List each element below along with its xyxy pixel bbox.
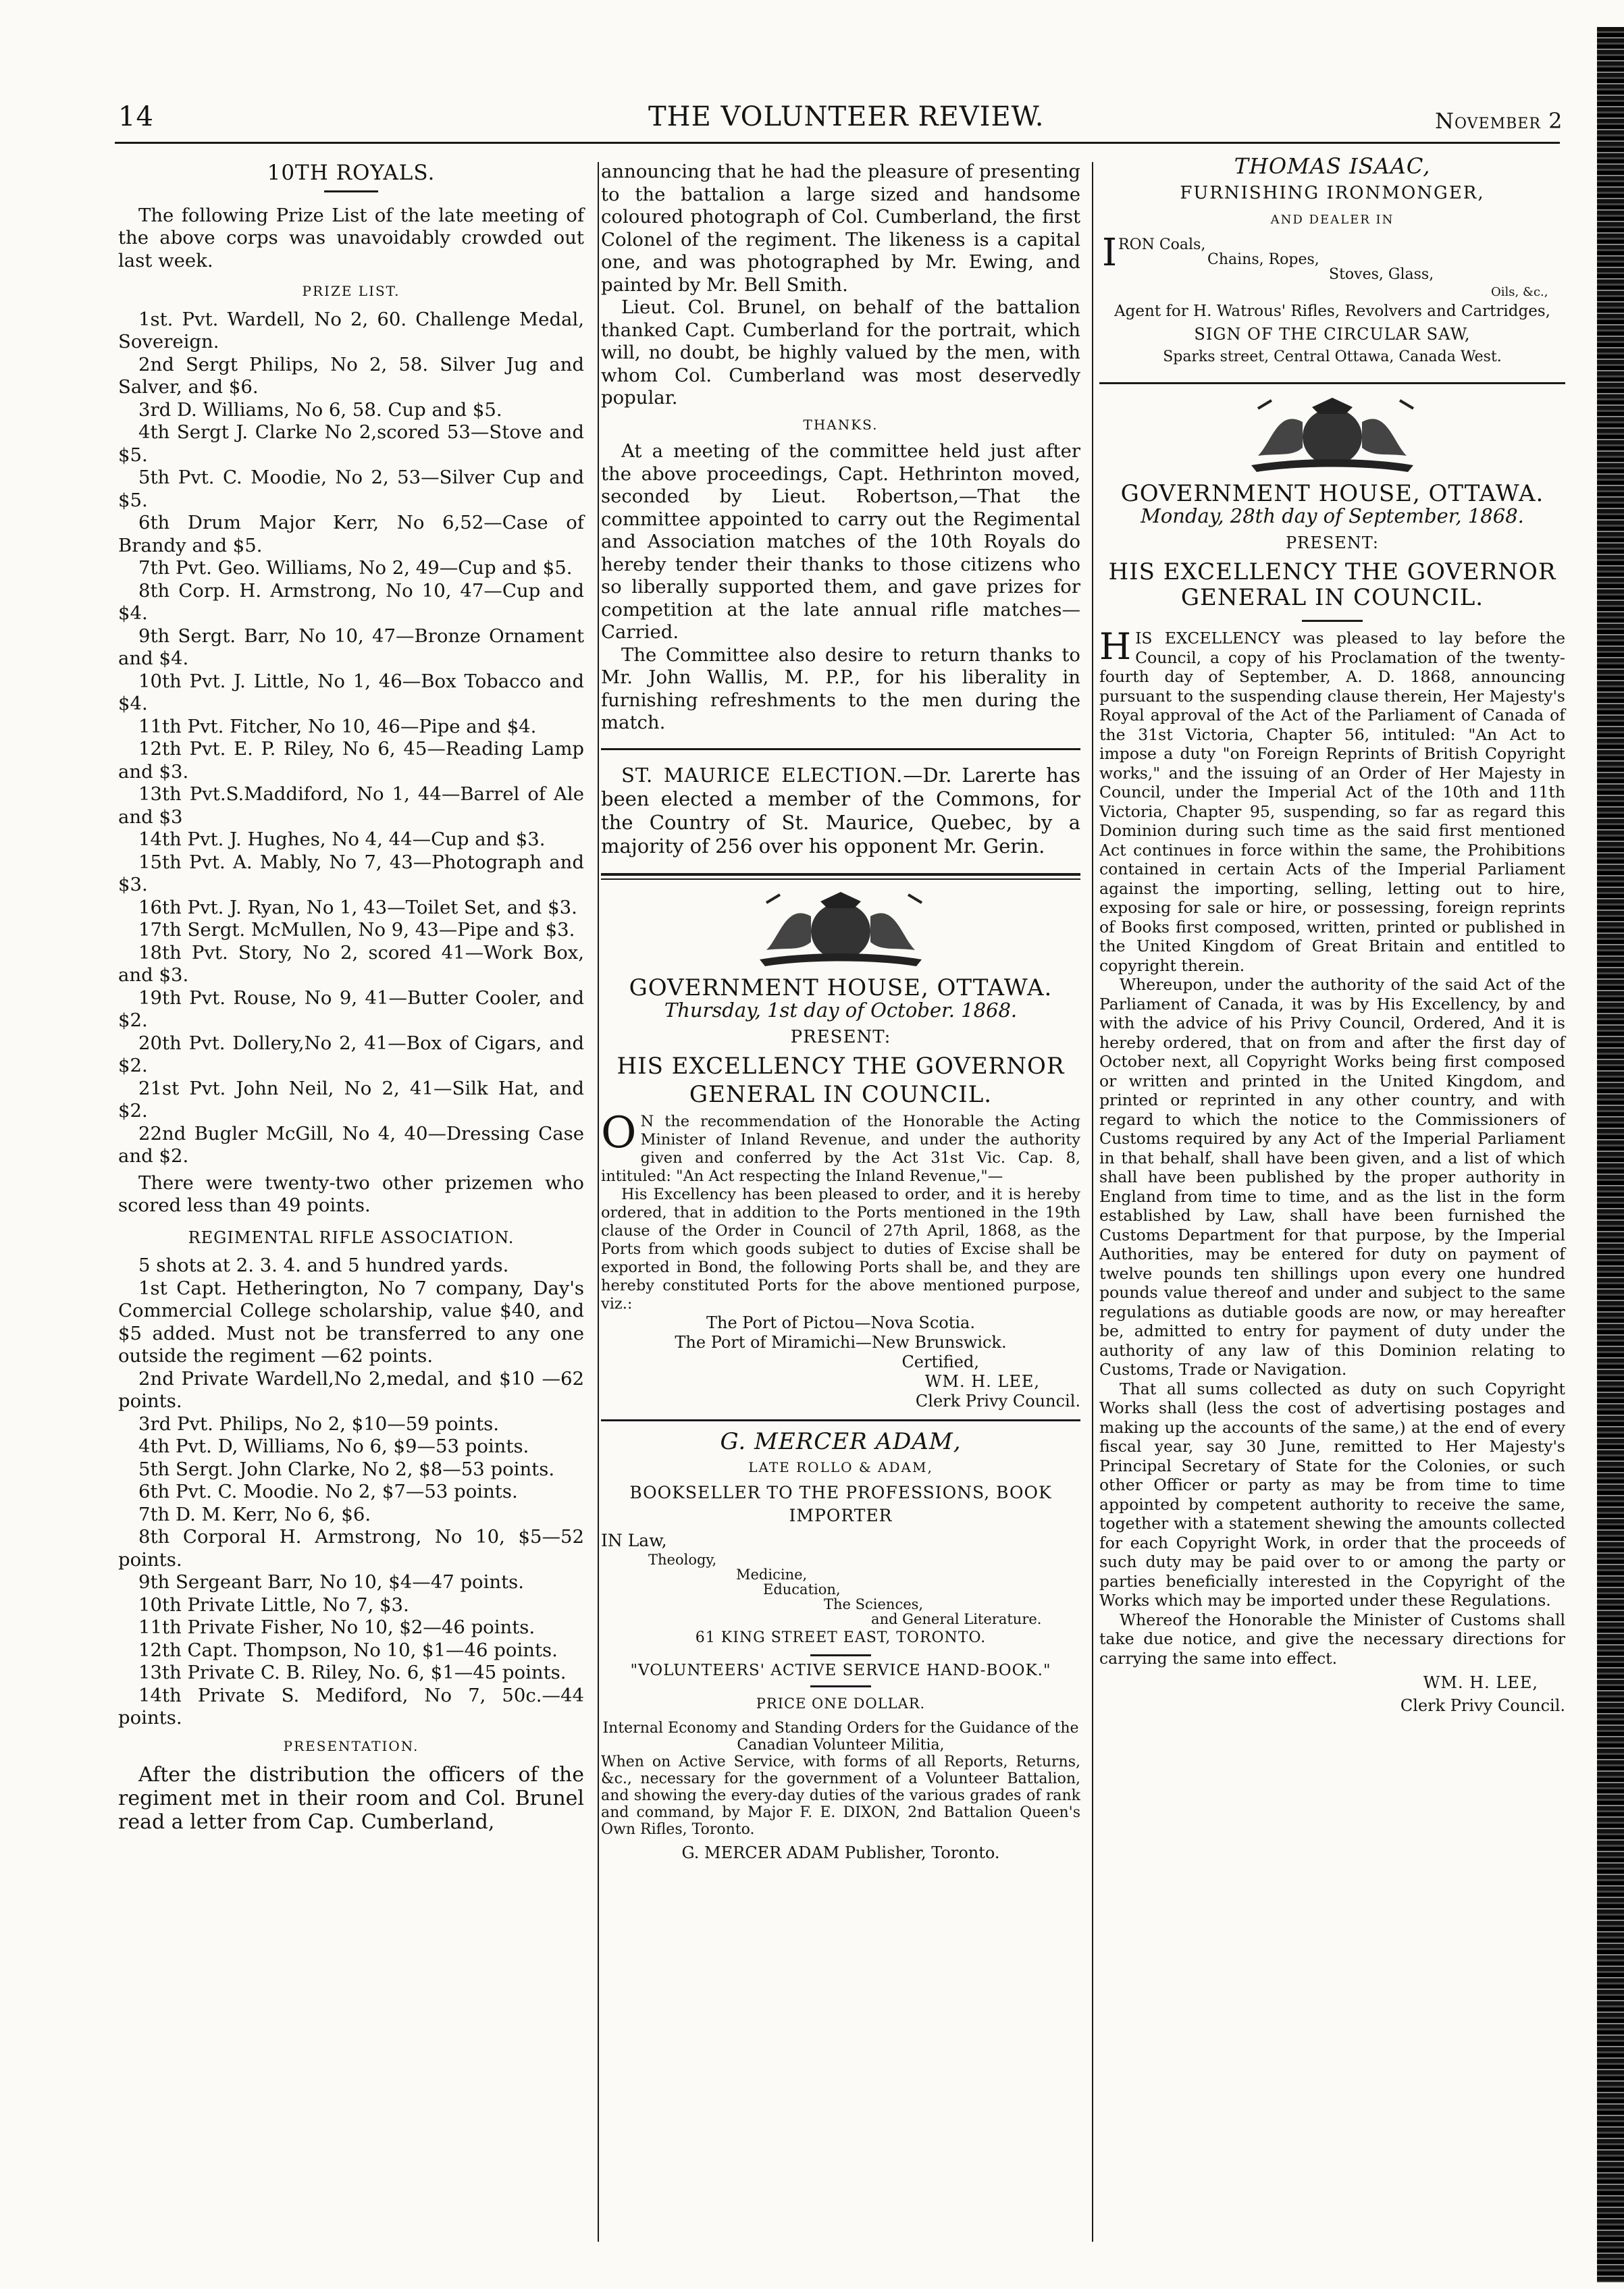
list-item: Theology, [648, 1551, 717, 1568]
list-item: 2nd Sergt Philips, No 2, 58. Silver Jug and Salver, and $6. [118, 353, 584, 398]
adam-subtitle: LATE ROLLO & ADAM, [748, 1458, 933, 1475]
present-label: PRESENT: [790, 1026, 891, 1047]
header-rule [115, 142, 1560, 144]
gov-house-title: GOVERNMENT HOUSE, OTTAWA. [629, 974, 1053, 1001]
order-paragraph: His Excellency has been pleased to order, and it is hereby ordered, that in addition to the Ports mentioned in the 19th clause of the Order in Council of 27th April, 1868, as the Ports from which goods subject to duties of Excise shall be exported in Bond, the following Ports shall be, and they are hereby constituted Ports for the above mentioned purpose, viz.: [601, 1186, 1080, 1313]
drop-cap: O [601, 1108, 637, 1158]
isaac-dealer: AND DEALER IN [1270, 213, 1394, 227]
list-item: 14th Private S. Mediford, No 7, 50c.—44 points. [118, 1684, 584, 1729]
list-item: Oils, &c., [1491, 284, 1548, 299]
council-heading-line1: HIS EXCELLENCY THE GOVERNOR [617, 1053, 1065, 1080]
certified-label: Certified, [901, 1352, 979, 1371]
page-number: 14 [118, 101, 154, 132]
election-paragraph [601, 764, 1080, 858]
list-item: 9th Sergeant Barr, No 10, $4—47 points. [138, 1571, 525, 1593]
list-item: Chains, Ropes, [1207, 251, 1319, 268]
column-3 [1099, 155, 1565, 1717]
prize-list [118, 309, 584, 1168]
divider [810, 1685, 871, 1687]
divider [601, 1419, 1080, 1421]
gov-house-date: Thursday, 1st day of October. 1868. [664, 999, 1018, 1022]
presentation-heading: PRESENTATION. [283, 1737, 419, 1754]
isaac-goods [1099, 232, 1565, 302]
isaac-address: Sparks street, Central Ottawa, Canada West. [1163, 348, 1502, 365]
council-heading-line1: HIS EXCELLENCY THE GOVERNOR [1108, 558, 1556, 585]
presentation-continued: announcing that he had the pleasure of presenting to the battalion a large sized and handsome coloured photograph of Col. Cumberland, the first Colonel of the regiment. The likeness is a capital one, and was photographed by Mr. Ewing, and painted by Mr. Bell Smith. [601, 161, 1080, 296]
list-item: Education, [763, 1581, 841, 1598]
brunel-paragraph: Lieut. Col. Brunel, on behalf of the battalion thanked Capt. Cumberland for the portrait, which will, no doubt, be highly valued by the men, with whom Col. Cumberland was most deservedly popular. [601, 296, 1080, 409]
list-item: 6th Pvt. C. Moodie. No 2, $7—53 points. [138, 1481, 518, 1502]
order-paragraph: N the recommendation of the Honorable the Acting Minister of Inland Revenue, and under the authority given and conferred by the Act 31st Vic. Cap. 8, intituled: "An Act respecting the Inland Revenue,"— [601, 1113, 1080, 1185]
isaac-sign: SIGN OF THE CIRCULAR SAW, [1194, 324, 1471, 344]
intro-paragraph: The following Prize List of the late meeting of the above corps was unavoidably crowded out last week. [118, 204, 584, 271]
column-1 [118, 162, 584, 1834]
list-item: 14th Pvt. J. Hughes, No 4, 44—Cup and $3. [138, 828, 546, 850]
presentation-paragraph: After the distribution the officers of the regiment met in their room and Col. Brunel read a letter from Cap. Cumberland, [118, 1763, 584, 1834]
list-item: 17th Sergt. McMullen, No 9, 43—Pipe and $3. [138, 919, 575, 941]
list-item: 3rd D. Williams, No 6, 58. Cup and $5. [138, 398, 502, 421]
list-item: 18th Pvt. Story, No 2, scored 41—Work Box, and $3. [118, 941, 584, 986]
association-intro: 5 shots at 2. 3. 4. and 5 hundred yards. [138, 1255, 509, 1276]
royal-coat-of-arms-icon [1231, 395, 1434, 476]
adam-trade: BOOKSELLER TO THE PROFESSIONS, BOOK IMPORTER [629, 1483, 1052, 1525]
list-item: 13th Private C. B. Riley, No. 6, $1—45 points. [138, 1662, 567, 1683]
scan-edge-strip [1597, 27, 1624, 2282]
list-item: RON Coals, [1118, 236, 1206, 253]
divider [1099, 382, 1565, 384]
column-2 [601, 161, 1080, 1864]
proclamation-paragraph: IS EXCELLENCY was pleased to lay before the Council, a copy of his Proclamation of the twenty-fourth day of September, A. D. 1868, announcing pursuant to the suspending clause therein, Her Majesty's Royal approval of the Act of the Parliament of Canada of the 31st Victoria, Chapter 56, intituled: "An Act to impose a duty "on Foreign Reprints of British Copyright works," and the issuing of an Order of Her Majesty in Council, under the Imperial Act of the 10th and 11th Victoria, Chapter 95, suspending, so far as regard this Dominion during such time as the said first mentioned Act continues in force within the same, the Prohibitions contained in certain Acts of the Imperial Parliament against the importing, selling, letting out to hire, exposing for sale or hire, or possessing, foreign reprints of Books first composed, written, printed or published in the United Kingdom of Great Britain and entitled to copyright therein. [1099, 629, 1565, 975]
association-list [118, 1278, 584, 1730]
election-label: ST. MAURICE ELECTION. [621, 763, 903, 787]
signer-name: WM. H. LEE, [924, 1372, 1040, 1391]
list-item: 19th Pvt. Rouse, No 9, 41—Butter Cooler, and $2. [118, 986, 584, 1031]
divider [324, 190, 378, 192]
list-item: 12th Capt. Thompson, No 10, $1—46 points. [138, 1639, 558, 1661]
adam-subjects [601, 1552, 1080, 1627]
royal-coat-of-arms-icon [739, 889, 942, 970]
port-item: The Port of Pictou—Nova Scotia. [706, 1313, 975, 1332]
handbook-title: "VOLUNTEERS' ACTIVE SERVICE HAND-BOOK." [630, 1662, 1051, 1679]
economy-text: Internal Economy and Standing Orders for the Guidance of the Canadian Volunteer Militia, [602, 1719, 1079, 1754]
active-service-text: When on Active Service, with forms of all Reports, Returns, &c., necessary for the government of a Volunteer Battalion, and showing the every-day duties of the various grades of rank and command, by Major F. E. DIXON, 2nd Battalion Queen's Own Rifles, Toronto. [601, 1753, 1080, 1838]
adam-in-line [601, 1529, 1080, 1552]
list-item: 13th Pvt.S.Maddiford, No 1, 44—Barrel of Ale and $3 [118, 783, 584, 828]
adam-in: IN Law, [601, 1531, 667, 1550]
thanks-paragraph: At a meeting of the committee held just after the above proceedings, Capt. Hethrinton moved, seconded by Lieut. Robertson,—That the committee appointed to carry out the Regimental and Association matches of the 10th Royals do hereby tender their thanks to those citizens who so liberally supported them, and gave prizes for competition at the late annual rifle matches—Carried. [601, 440, 1080, 643]
council-heading-line2: GENERAL IN COUNCIL. [689, 1080, 993, 1108]
list-item: 16th Pvt. J. Ryan, No 1, 43—Toilet Set, and $3. [138, 896, 577, 918]
list-item: 15th Pvt. A. Mably, No 7, 43—Photograph and $3. [118, 851, 584, 895]
list-item: 11th Private Fisher, No 10, $2—46 points. [138, 1616, 535, 1638]
list-item: 7th Pvt. Geo. Williams, No 2, 49—Cup and $5. [138, 557, 573, 579]
section-heading: 10TH ROYALS. [267, 161, 436, 185]
column-divider [1092, 162, 1093, 2242]
list-item: 7th D. M. Kerr, No 6, $6. [138, 1503, 371, 1525]
proclamation [1099, 625, 1565, 1668]
list-item: The Sciences, [824, 1596, 924, 1612]
list-item: 4th Pvt. D, Williams, No 6, $9—53 points. [138, 1436, 529, 1457]
double-rule [601, 873, 1080, 880]
issue-date: November 2 [1435, 108, 1563, 134]
prize-list-heading: PRIZE LIST. [302, 283, 400, 299]
association-heading: REGIMENTAL RIFLE ASSOCIATION. [188, 1228, 515, 1247]
isaac-name: THOMAS ISAAC, [1234, 153, 1431, 179]
signer-title: Clerk Privy Council. [915, 1392, 1080, 1411]
list-item: 9th Sergt. Barr, No 10, 47—Bronze Ornament and $4. [118, 625, 584, 669]
publisher-line: G. MERCER ADAM Publisher, Toronto. [681, 1843, 1000, 1862]
thanks-heading: THANKS. [803, 416, 879, 433]
election-text: —Dr. Larerte has been elected a member of the Commons, for the Country of St. Maurice, Quebec, by a majority of 256 over his opponent Mr. Gerin. [601, 763, 1080, 858]
proclamation-paragraph: That all sums collected as duty on such Copyright Works shall (less the cost of advertising postages and making up the accounts of the same,) at the end of every fiscal year, say 30 June, remitted to Her Majesty's Principal Secretary of State for the Colonies, or such other Officer or party as may be from time to time appointed by competent authority to receive the same, together with a statement shewing the amounts collected for each Copyright Work, in order that the proceeds of such duty may be paid over to or among the party or parties beneficially interested in the Copyright of the Works which may be imported under these Regulations. [1099, 1379, 1565, 1610]
adam-address: 61 KING STREET EAST, TORONTO. [695, 1629, 987, 1646]
order-in-council [601, 1108, 1080, 1313]
adam-name: G. MERCER ADAM, [720, 1428, 962, 1455]
list-item: 22nd Bugler McGill, No 4, 40—Dressing Case and $2. [118, 1122, 584, 1167]
divider [810, 1654, 871, 1656]
gov-house-title: GOVERNMENT HOUSE, OTTAWA. [1120, 479, 1544, 507]
drop-cap: I [1102, 230, 1118, 275]
column-divider [598, 162, 599, 2242]
list-item: 2nd Private Wardell,No 2,medal, and $10 —62 points. [118, 1367, 584, 1412]
list-item: 1st. Pvt. Wardell, No 2, 60. Challenge Medal, Sovereign. [118, 308, 584, 352]
list-item: 8th Corporal H. Armstrong, No 10, $5—52 points. [118, 1526, 584, 1571]
price-label: PRICE ONE DOLLAR. [756, 1695, 926, 1712]
list-item: Stoves, Glass, [1329, 265, 1434, 283]
list-item: 10th Private Little, No 7, $3. [138, 1594, 409, 1616]
newspaper-title: THE VOLUNTEER REVIEW. [648, 101, 1045, 132]
list-item: 6th Drum Major Kerr, No 6,52—Case of Brandy and $5. [118, 512, 584, 556]
list-item: Medicine, [736, 1566, 808, 1583]
divider [601, 748, 1080, 750]
signer-name: WM. H. LEE, [1423, 1673, 1538, 1692]
list-item: and General Literature. [871, 1610, 1042, 1627]
isaac-trade: FURNISHING IRONMONGER, [1180, 182, 1485, 203]
signer-title: Clerk Privy Council. [1400, 1695, 1565, 1715]
list-item: 12th Pvt. E. P. Riley, No 6, 45—Reading Lamp and $3. [118, 738, 584, 783]
present-label: PRESENT: [1286, 533, 1379, 552]
list-item: 3rd Pvt. Philips, No 2, $10—59 points. [138, 1413, 499, 1435]
list-item: 5th Sergt. John Clarke, No 2, $8—53 points. [138, 1458, 555, 1480]
proclamation-paragraph: Whereof the Honorable the Minister of Customs shall take due notice, and give the necessary directions for carrying the same into effect. [1099, 1610, 1565, 1668]
gov-house-date: Monday, 28th day of September, 1868. [1141, 504, 1524, 527]
list-item: 1st Capt. Hetherington, No 7 company, Day's Commercial College scholarship, value $40, and $5 added. Must not be transferred to any one outside the regiment —62 points. [118, 1277, 584, 1367]
council-heading-line2: GENERAL IN COUNCIL. [1180, 583, 1484, 611]
prize-footer: There were twenty-two other prizemen who scored less than 49 points. [118, 1172, 584, 1216]
committee-paragraph: The Committee also desire to return thanks to Mr. John Wallis, M. P.P., for his liberality in furnishing refreshments to the men during the match. [601, 643, 1080, 733]
isaac-agent: Agent for H. Watrous' Rifles, Revolvers and Cartridges, [1114, 302, 1550, 320]
list-item: 10th Pvt. J. Little, No 1, 46—Box Tobacco and $4. [118, 670, 584, 714]
list-item: 20th Pvt. Dollery,No 2, 41—Box of Cigars, and $2. [118, 1032, 584, 1076]
list-item: 21st Pvt. John Neil, No 2, 41—Silk Hat, and $2. [118, 1077, 584, 1122]
proclamation-paragraph: Whereupon, under the authority of the said Act of the Parliament of Canada, it was by His Excellency, by and with the advice of his Privy Council, Ordered, And it is hereby ordered, that on from and after the first day of October next, all Copyright Works being first composed or written and printed in the United Kingdom, and printed or reprinted in any other country, and with regard to which the notice to the Commissioners of Customs required by any Act of the Imperial Parliament in that behalf, shall have been given, and a list of which shall have been published by the proper authority in England from time to time, and as the list in the form established by Law, shall have been furnished the Customs Department for that purpose, by the Imperial Authorities, may be entered for duty on payment of twelve pounds ten shillings upon every one hundred pounds value thereof and under and subject to the same regulations as dutiable goods are now, or may hereafter be, admitted to entry for payment of duty under the authority of any law of this Dominion relating to Customs, Trade or Navigation. [1099, 975, 1565, 1379]
drop-cap: H [1099, 625, 1132, 668]
list-item: 5th Pvt. C. Moodie, No 2, 53—Silver Cup and $5. [118, 467, 584, 511]
port-item: The Port of Miramichi—New Brunswick. [675, 1333, 1007, 1352]
list-item: 11th Pvt. Fitcher, No 10, 46—Pipe and $4. [138, 715, 537, 737]
divider [1302, 620, 1363, 622]
list-item: 8th Corp. H. Armstrong, No 10, 47—Cup and $4. [118, 579, 584, 624]
list-item: 4th Sergt J. Clarke No 2,scored 53—Stove and $5. [118, 421, 584, 466]
